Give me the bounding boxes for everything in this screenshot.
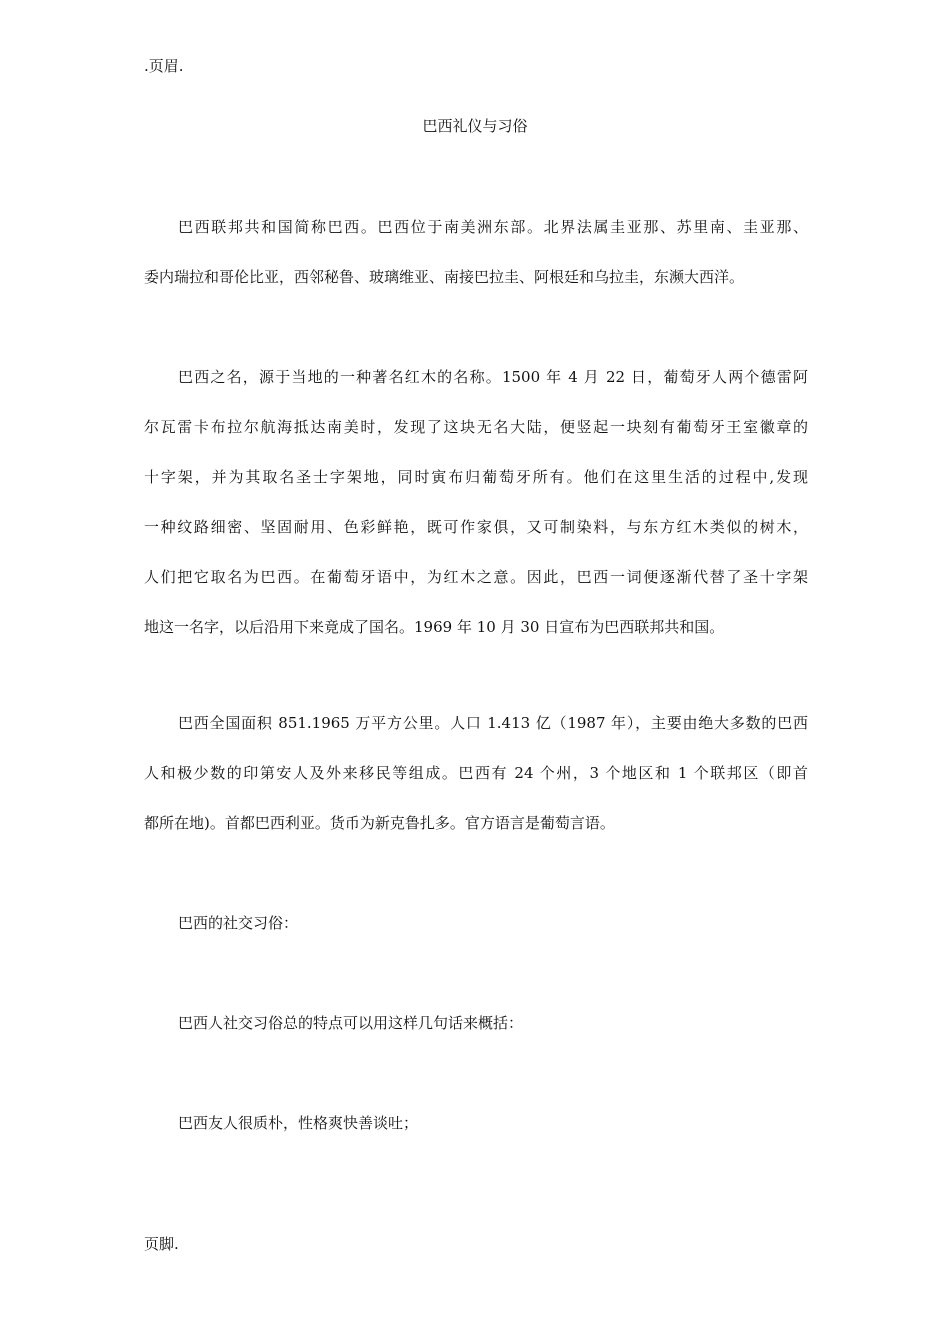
paragraph-line: 巴西之名，源于当地的一种著名红木的名称。1500 年 4 月 22 日，葡萄牙人两个德雷阿 [178, 368, 808, 386]
page-header: .页眉. [144, 57, 184, 75]
paragraph-line: 巴西友人很质朴，性格爽快善谈吐； [178, 1114, 419, 1132]
document-title: 巴西礼仪与习俗 [422, 117, 528, 135]
paragraph-4 [144, 898, 808, 948]
paragraph-line: 巴西人社交习俗总的特点可以用这样几句话来概括： [178, 1014, 524, 1032]
paragraph-3 [144, 698, 808, 848]
page-footer: 页脚. [144, 1235, 179, 1253]
paragraph-line: 巴西的社交习俗： [178, 914, 299, 932]
paragraph-5 [144, 998, 808, 1048]
paragraph-6 [144, 1098, 808, 1148]
paragraph-line: 巴西全国面积 851.1965 万平方公里。人口 1.413 亿（1987 年），主要由绝大多数的巴西 [178, 714, 808, 732]
paragraph-line: 人们把它取名为巴西。在葡萄牙语中，为红木之意。因此，巴西一词便逐渐代替了圣十字架 [144, 568, 808, 586]
paragraph-line: 巴西联邦共和国简称巴西。巴西位于南美洲东部。北界法属圭亚那、苏里南、圭亚那、 [178, 218, 808, 236]
paragraph-2 [144, 352, 808, 652]
paragraph-line: 都所在地)。首都巴西利亚。货币为新克鲁扎多。官方语言是葡萄言语。 [144, 814, 615, 832]
paragraph-line: 一种纹路细密、坚固耐用、色彩鲜艳，既可作家俱，又可制染料，与东方红木类似的树木， [144, 518, 808, 536]
paragraph-line: 人和极少数的印第安人及外来移民等组成。巴西有 24 个州，3 个地区和 1 个联邦区（即首 [144, 764, 808, 782]
paragraph-line: 地这一名字，以后沿用下来竟成了国名。1969 年 10 月 30 日宣布为巴西联邦共和国。 [144, 618, 725, 636]
paragraph-1 [144, 202, 808, 302]
paragraph-line: 十字架，并为其取名圣士字架地，同时寅布归葡萄牙所有。他们在这里生活的过程中,发现 [144, 468, 808, 486]
paragraph-line: 尔瓦雷卡布拉尔航海抵达南美时，发现了这块无名大陆，便竖起一块刻有葡萄牙王室徽章的 [144, 418, 808, 436]
paragraph-line: 委内瑞拉和哥伦比亚，西邻秘鲁、玻璃维亚、南接巴拉圭、阿根廷和乌拉圭，东濒大西洋。 [144, 268, 745, 286]
